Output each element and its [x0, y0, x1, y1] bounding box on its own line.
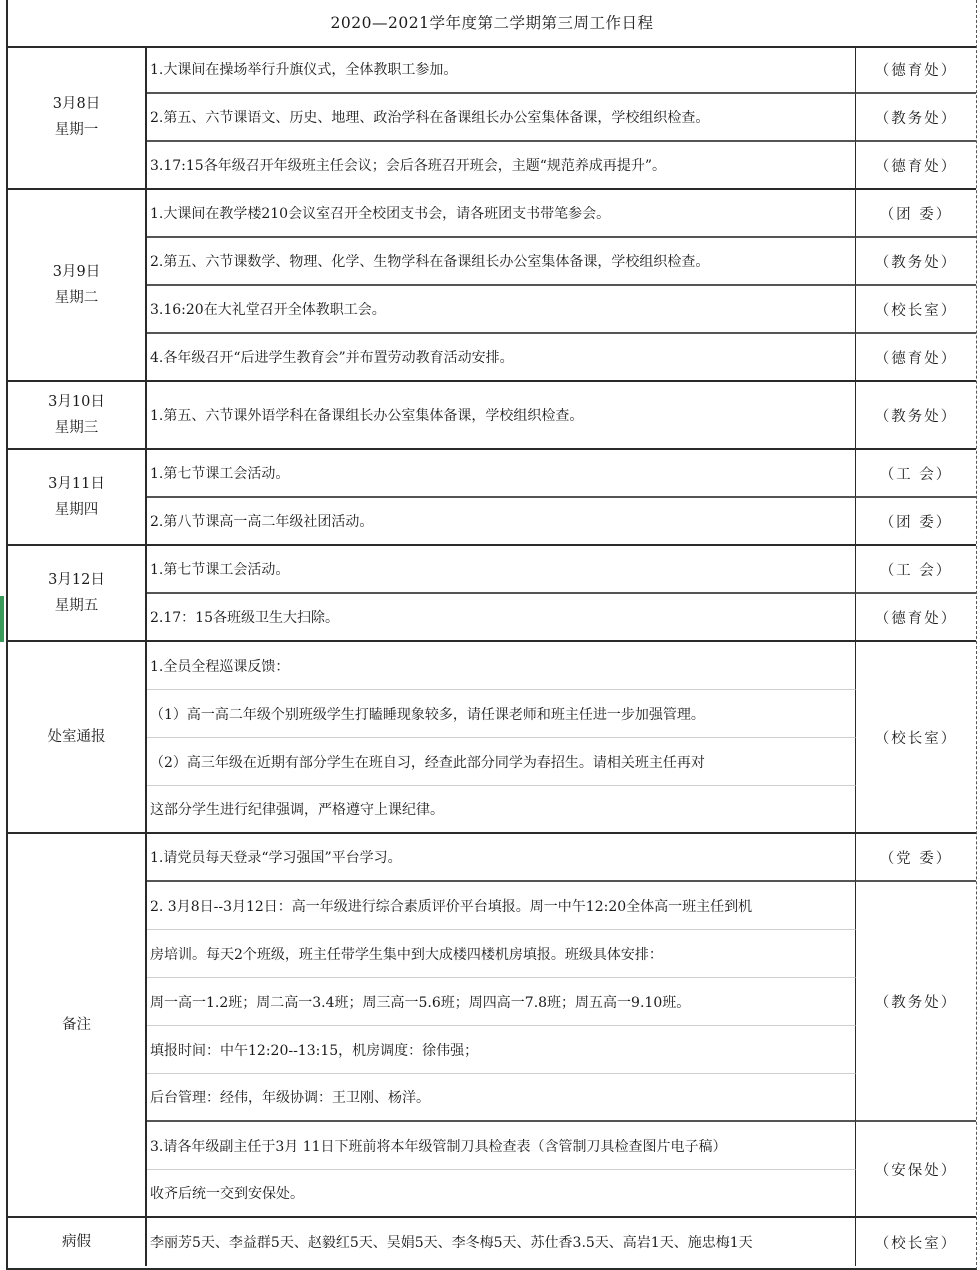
dept-label: （德育处）: [856, 142, 976, 190]
day-weekday: 星期五: [54, 598, 99, 614]
row-marker: [0, 596, 4, 642]
day-cell-wednesday: [8, 382, 147, 450]
day-weekday: 星期一: [54, 122, 99, 138]
dept-label: （校长室）: [856, 286, 976, 334]
day-cell-monday: [8, 46, 147, 190]
dept-label: （校长室）: [874, 1235, 958, 1252]
day-cell-friday: [8, 546, 147, 642]
day-cell-thursday: [8, 450, 147, 546]
dept-label: （工 会）: [856, 546, 976, 594]
dept-label: （德育处）: [856, 46, 976, 94]
dept-label: （德育处）: [856, 594, 976, 642]
schedule-item: 3.17:15各年级召开年级班主任会议；会后各班召开班会，主题“规范养成再提升”。: [147, 142, 856, 190]
schedule-item: 1.第七节课工会活动。: [147, 450, 856, 498]
dept-label: （团 委）: [856, 190, 976, 238]
dept-label: （党 委）: [856, 834, 976, 882]
schedule-item: 1.第五、六节课外语学科在备课组长办公室集体备课，学校组织检查。: [147, 382, 856, 450]
day-date: 3月9日: [52, 264, 101, 280]
remark-line: 后台管理：经伟，年级协调：王卫刚、杨洋。: [147, 1074, 856, 1122]
schedule-item: 2.第五、六节课语文、历史、地理、政治学科在备课组长办公室集体备课，学校组织检查。: [147, 94, 856, 142]
notice-line: （2）高三年级在近期有部分学生在班自习，经查此部分同学为春招生。请相关班主任再对: [147, 738, 856, 786]
notice-label: 处室通报: [47, 729, 106, 745]
notice-line: 1.全员全程巡课反馈：: [147, 642, 856, 690]
remark-line: 周一高一1.2班；周二高一3.4班；周三高一5.6班；周四高一7.8班；周五高一9.10班。: [147, 978, 856, 1026]
table-title: 2020—2021学年度第二学期第三周工作日程: [8, 0, 976, 48]
schedule-item: 1.第七节课工会活动。: [147, 546, 856, 594]
sick-leave-label-cell: [8, 1218, 147, 1266]
notice-line: 这部分学生进行纪律强调，严格遵守上课纪律。: [147, 786, 856, 834]
dept-label: （工 会）: [856, 450, 976, 498]
remark-line: 收齐后统一交到安保处。: [147, 1170, 856, 1218]
dept-label: （教务处）: [856, 94, 976, 142]
schedule-item: 3.16:20在大礼堂召开全体教职工会。: [147, 286, 856, 334]
schedule-item: 1.大课间在教学楼210会议室召开全校团支书会，请各班团支书带笔参会。: [147, 190, 856, 238]
sick-leave-list: 李丽芳5天、李益群5天、赵毅红5天、吴娟5天、李冬梅5天、苏仕香3.5天、高岩1天、施忠梅1天: [147, 1218, 856, 1266]
remark-line: 房培训。每天2个班级，班主任带学生集中到大成楼四楼机房填报。班级具体安排：: [147, 930, 856, 978]
dept-label: （教务处）: [856, 382, 976, 450]
dept-label: （德育处）: [856, 334, 976, 382]
remark-line: 3.请各年级副主任于3月 11日下班前将本年级管制刀具检查表（含管制刀具检查图片电子稿）: [147, 1122, 856, 1170]
day-date: 3月12日: [48, 572, 105, 588]
dept-label: （教务处）: [856, 238, 976, 286]
remark-line: 2. 3月8日--3月12日：高一年级进行综合素质评价平台填报。周一中午12:20全体高一班主任到机: [147, 882, 856, 930]
day-date: 3月10日: [48, 394, 105, 410]
notice-line: （1）高一高二年级个别班级学生打瞌睡现象较多，请任课老师和班主任进一步加强管理。: [147, 690, 856, 738]
dept-label: （团 委）: [856, 498, 976, 546]
dept-label: （校长室）: [856, 642, 976, 834]
notice-label-cell: [8, 642, 147, 834]
schedule-item: 2.第五、六节课数学、物理、化学、生物学科在备课组长办公室集体备课，学校组织检查。: [147, 238, 856, 286]
schedule-item: 2.17：15各班级卫生大扫除。: [147, 594, 856, 642]
day-weekday: 星期二: [54, 290, 99, 306]
schedule-item: 1.大课间在操场举行升旗仪式，全体教职工参加。: [147, 46, 856, 94]
schedule-grid: [8, 46, 976, 1268]
day-date: 3月8日: [52, 96, 101, 112]
sick-leave-label: 病假: [62, 1234, 91, 1250]
dept-label: （教务处）: [856, 882, 976, 1122]
remarks-label: 备注: [62, 1017, 91, 1033]
day-weekday: 星期四: [54, 502, 99, 518]
schedule-table: [6, 0, 977, 1270]
day-date: 3月11日: [48, 476, 105, 492]
remark-line: 填报时间：中午12:20--13:15，机房调度：徐伟强；: [147, 1026, 856, 1074]
day-cell-tuesday: [8, 190, 147, 382]
day-weekday: 星期三: [54, 420, 99, 436]
remark-item: 1.请党员每天登录“学习强国”平台学习。: [147, 834, 856, 882]
schedule-item: 2.第八节课高一高二年级社团活动。: [147, 498, 856, 546]
schedule-item: 4.各年级召开“后进学生教育会”并布置劳动教育活动安排。: [147, 334, 856, 382]
remarks-label-cell: [8, 834, 147, 1218]
dept-label: （安保处）: [856, 1122, 976, 1218]
